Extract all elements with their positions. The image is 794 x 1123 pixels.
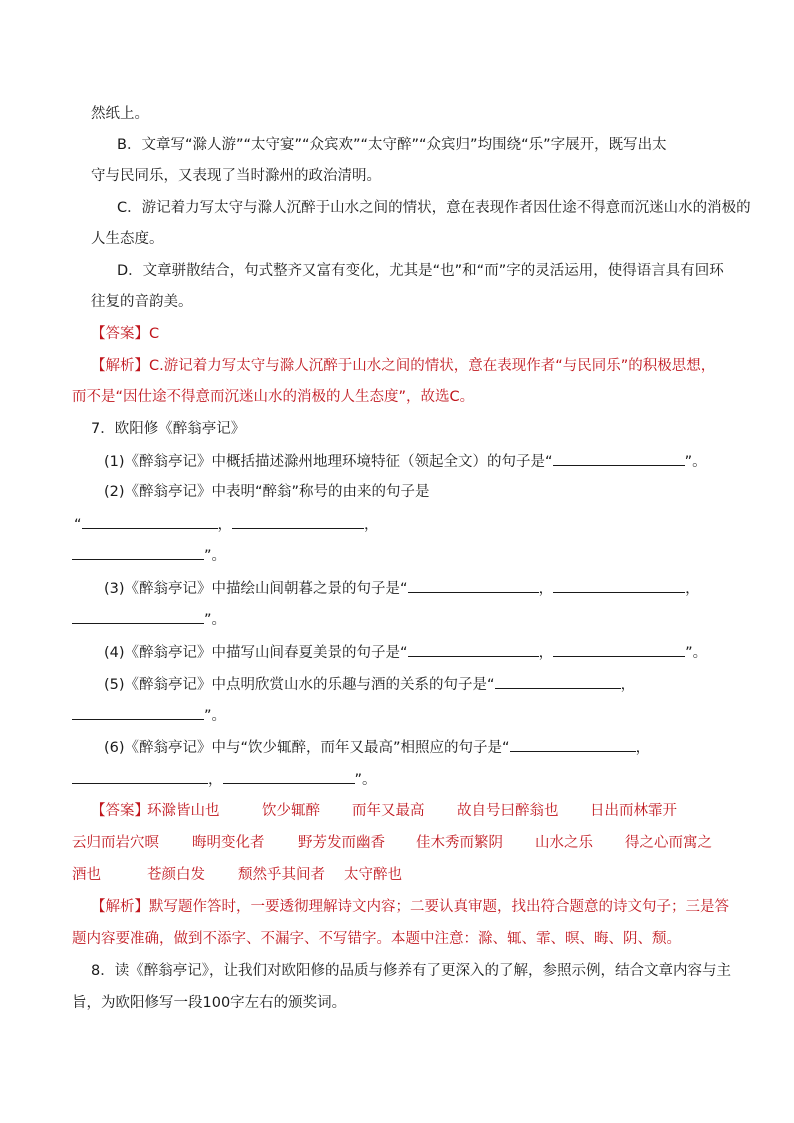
option-d-line1: D．文章骈散结合，句式整齐又富有变化，尤其是“也”和“而”字的灵活运用，使得语言具有回环 xyxy=(117,263,724,279)
open-quote: “ xyxy=(74,517,82,533)
answer-blank xyxy=(72,609,204,624)
answer-item: 云归而岩穴暝 xyxy=(72,835,159,851)
analysis-label: 【解析】 xyxy=(91,899,149,915)
q7-analysis-line2: 题内容要准确，做到不添字、不漏字、不写错字。本题中注意：滁、辄、霏、暝、晦、阴、颓。 xyxy=(72,931,681,947)
answer-item: 酒也 xyxy=(72,867,101,883)
q7-part6-text: (6)《醉翁亭记》中与“饮少辄醉，而年又最高”相照应的句子是“ xyxy=(104,740,510,756)
q7-part2-blanks xyxy=(74,514,379,535)
comma: ， xyxy=(208,772,223,788)
close-quote: ”。 xyxy=(204,708,227,724)
comma: ， xyxy=(538,645,554,661)
q7-part3-text: (3)《醉翁亭记》中描绘山间朝暮之景的句子是“ xyxy=(104,581,408,597)
option-b-line1: B．文章写“滁人游”“太守宴”“众宾欢”“太守醉”“众宾归”均围绕“乐”字展开，既写出太 xyxy=(117,137,667,153)
answer-item: 而年又最高 xyxy=(352,803,425,819)
q7-part5-text: (5)《醉翁亭记》中点明欣赏山水的乐趣与酒的关系的句子是“ xyxy=(104,677,495,693)
answer-item: 野芳发而幽香 xyxy=(298,835,385,851)
answer-blank xyxy=(72,769,208,784)
answer-item: 饮少辄醉 xyxy=(262,803,320,819)
q7-title: 7．欧阳修《醉翁亭记》 xyxy=(91,421,246,437)
answer-item: 颓然乎其间者 xyxy=(238,867,325,883)
answer-value: C xyxy=(149,326,160,342)
answer-blank xyxy=(72,705,204,720)
answer-blank xyxy=(408,578,539,593)
analysis-text: C.游记着力写太守与滁人沉醉于山水之间的情状，意在表现作者“与民同乐”的积极思想， xyxy=(149,358,716,374)
answer-label: 【答案】 xyxy=(91,326,149,342)
q7-part4-text: (4)《醉翁亭记》中描写山间春夏美景的句子是“ xyxy=(104,645,408,661)
answer-item: 佳木秀而繁阴 xyxy=(416,835,503,851)
answer-blank xyxy=(82,514,218,529)
q7-part5 xyxy=(104,674,635,695)
close-quote: ”。 xyxy=(684,454,707,470)
q7-part3 xyxy=(104,578,700,599)
answer-blank xyxy=(72,545,204,560)
analysis-text: 默写题作答时，一要透彻理解诗文内容；二要认真审题，找出符合题意的诗文句子；三是答 xyxy=(149,899,729,915)
answer-item: 山水之乐 xyxy=(535,835,593,851)
q6-answer xyxy=(91,324,159,344)
comma: ， xyxy=(217,517,233,533)
option-b-line2: 守与民同乐，又表现了当时滁州的政治清明。 xyxy=(91,168,381,184)
q7-part3-last xyxy=(72,609,226,630)
answer-item: 得之心而寓之 xyxy=(625,835,712,851)
comma: ， xyxy=(635,740,651,756)
answer-item: 苍颜白发 xyxy=(147,867,205,883)
analysis-label: 【解析】 xyxy=(91,358,149,374)
answer-blank xyxy=(408,642,539,657)
comma: ， xyxy=(538,581,554,597)
q6-analysis-line1 xyxy=(91,356,715,376)
comma: ， xyxy=(685,581,700,597)
option-c-line1: C．游记着力写太守与滁人沉醉于山水之间的情状，意在表现作者因仕途不得意而沉迷山水的消极的 xyxy=(117,200,751,216)
comma: ， xyxy=(364,517,379,533)
q7-part1 xyxy=(104,451,707,472)
close-quote: ”。 xyxy=(204,548,227,564)
answer-blank xyxy=(495,674,621,689)
answer-blank xyxy=(553,578,685,593)
q7-part6-last xyxy=(72,769,377,790)
answer-item: 太守醉也 xyxy=(344,867,402,883)
option-a-continuation: 然纸上。 xyxy=(91,106,149,122)
answer-blank xyxy=(232,514,364,529)
close-quote: ”。 xyxy=(204,612,227,628)
answer-blank xyxy=(553,642,685,657)
answer-blank xyxy=(553,451,685,466)
answer-item: 故自号曰醉翁也 xyxy=(457,803,559,819)
option-c-line2: 人生态度。 xyxy=(91,231,164,247)
q7-part2-text: (2)《醉翁亭记》中表明“醉翁”称号的由来的句子是 xyxy=(104,484,430,500)
answer-item: 日出而林霏开 xyxy=(590,803,677,819)
q8-line1: 8．读《醉翁亭记》，让我们对欧阳修的品质与修养有了更深入的了解，参照示例，结合文章内容与主 xyxy=(91,963,731,979)
answer-item: 环滁皆山也 xyxy=(147,803,220,819)
comma: ， xyxy=(620,677,636,693)
close-quote: ”。 xyxy=(354,772,377,788)
q8-line2: 旨，为欧阳修写一段100字左右的颁奖词。 xyxy=(72,995,347,1011)
q6-analysis-line2: 而不是“因仕途不得意而沉迷山水的消极的人生态度”，故选C。 xyxy=(72,389,475,405)
q7-analysis-line1 xyxy=(91,897,729,917)
q7-part5-last xyxy=(72,705,226,726)
answer-blank xyxy=(510,737,636,752)
q7-answer-label: 【答案】 xyxy=(91,803,149,819)
q7-part2-last xyxy=(72,545,226,566)
q7-part6 xyxy=(104,737,650,758)
q7-part1-text: (1)《醉翁亭记》中概括描述滁州地理环境特征（领起全文）的句子是“ xyxy=(104,454,553,470)
answer-item: 晦明变化者 xyxy=(192,835,265,851)
close-quote: ”。 xyxy=(685,645,708,661)
option-d-line2: 往复的音韵美。 xyxy=(91,294,193,310)
q7-part4 xyxy=(104,642,707,663)
answer-blank xyxy=(223,769,355,784)
